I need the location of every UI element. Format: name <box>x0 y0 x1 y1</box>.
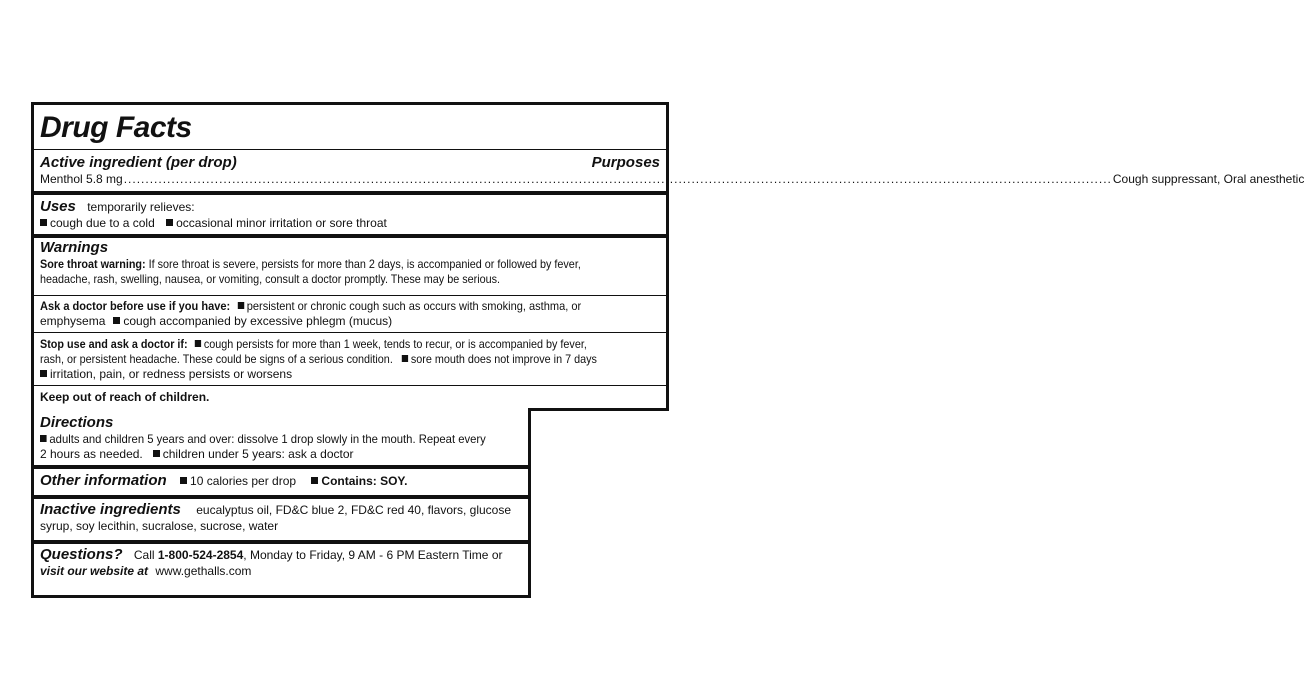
sore-throat-label: Sore throat warning: <box>40 257 146 271</box>
bullet-icon <box>402 355 408 362</box>
active-ingredient-name: Menthol 5.8 mg <box>40 172 123 186</box>
drug-facts-panel-top <box>31 102 1304 411</box>
keep-out-text: Keep out of reach of children. <box>40 390 210 404</box>
bullet-icon <box>40 219 47 226</box>
active-ingredient-purpose: Cough suppressant, Oral anesthetic <box>1112 172 1304 186</box>
divider <box>34 385 666 386</box>
phone-number[interactable]: 1-800-524-2854 <box>157 548 244 562</box>
bullet-icon <box>166 219 173 226</box>
divider <box>34 149 666 150</box>
uses-heading: Uses <box>40 198 76 215</box>
divider <box>34 295 666 296</box>
keep-out-section <box>40 390 660 405</box>
uses-item: cough due to a cold <box>50 216 155 230</box>
stop-use-label: Stop use and ask a doctor if: <box>40 337 188 351</box>
drug-facts-panel-bottom <box>31 408 531 598</box>
bullet-icon <box>195 340 201 347</box>
stop-use-item: irritation, pain, or redness persists or worsens <box>50 367 293 381</box>
dot-leader: .................................................................................................................................................................................................................................... <box>123 172 1112 186</box>
inactive-ingredients-text: eucalyptus oil, FD&C blue 2, FD&C red 40, flavors, glucose <box>196 503 512 517</box>
contains-soy-text: Contains: SOY. <box>321 474 408 488</box>
bullet-icon <box>40 370 47 377</box>
stop-use-item: rash, or persistent headache. These could be signs of a serious condition. <box>40 352 393 366</box>
ask-doctor-label: Ask a doctor before use if you have: <box>40 299 231 313</box>
inactive-ingredients-text: syrup, soy lecithin, sucralose, sucrose, water <box>40 519 279 533</box>
uses-section <box>40 198 660 231</box>
active-ingredient-section <box>40 154 1304 187</box>
sore-throat-text: headache, rash, swelling, nausea, or vomiting, consult a doctor promptly. These may be serious. <box>40 272 501 286</box>
divider-thick <box>34 465 528 469</box>
divider-thick <box>34 540 528 544</box>
sore-throat-text: If sore throat is severe, persists for more than 2 days, is accompanied or followed by fever, <box>148 257 581 271</box>
divider-thick <box>34 191 666 195</box>
directions-heading: Directions <box>40 414 114 431</box>
bullet-icon <box>113 317 120 324</box>
other-information-item: 10 calories per drop <box>190 474 297 488</box>
questions-section <box>40 546 522 579</box>
questions-heading: Questions? <box>40 546 123 563</box>
bullet-icon <box>40 435 47 442</box>
bullet-icon <box>238 302 244 309</box>
other-information-heading: Other information <box>40 472 167 489</box>
call-hours: , Monday to Friday, 9 AM - 6 PM Eastern Time or <box>243 548 503 562</box>
divider-thick <box>34 495 528 499</box>
bullet-icon <box>180 477 187 484</box>
directions-item: children under 5 years: ask a doctor <box>162 447 354 461</box>
inactive-ingredients-heading: Inactive ingredients <box>40 501 181 518</box>
ask-doctor-item: cough accompanied by excessive phlegm (mucus) <box>123 314 393 328</box>
divider <box>34 332 666 333</box>
warnings-heading: Warnings <box>40 239 109 256</box>
ask-doctor-item: persistent or chronic cough such as occurs with smoking, asthma, or <box>246 299 582 313</box>
bullet-icon <box>311 477 318 484</box>
directions-item: adults and children 5 years and over: dissolve 1 drop slowly in the mouth. Repeat every <box>49 432 486 446</box>
stop-use-item: cough persists for more than 1 week, tends to recur, or is accompanied by fever, <box>203 337 587 351</box>
stop-use-item: sore mouth does not improve in 7 days <box>410 352 597 366</box>
ask-doctor-item: emphysema <box>40 314 106 328</box>
ask-doctor-section <box>40 299 660 329</box>
website-label: visit our website at <box>40 564 149 578</box>
warnings-section <box>40 239 660 287</box>
website-link[interactable]: www.gethalls.com <box>155 564 252 578</box>
divider-thick <box>34 234 666 238</box>
directions-section <box>40 414 522 462</box>
stop-use-section <box>40 337 660 382</box>
purposes-heading: Purposes <box>591 154 660 171</box>
bullet-icon <box>153 450 160 457</box>
inactive-ingredients-section <box>40 501 522 534</box>
directions-item: 2 hours as needed. <box>40 447 143 461</box>
uses-item: occasional minor irritation or sore throat <box>176 216 387 230</box>
uses-intro: temporarily relieves: <box>87 200 195 214</box>
panel-title: Drug Facts <box>40 111 192 144</box>
call-prefix: Call <box>133 548 155 562</box>
active-ingredient-heading: Active ingredient (per drop) <box>40 154 237 171</box>
other-information-section <box>40 472 522 490</box>
